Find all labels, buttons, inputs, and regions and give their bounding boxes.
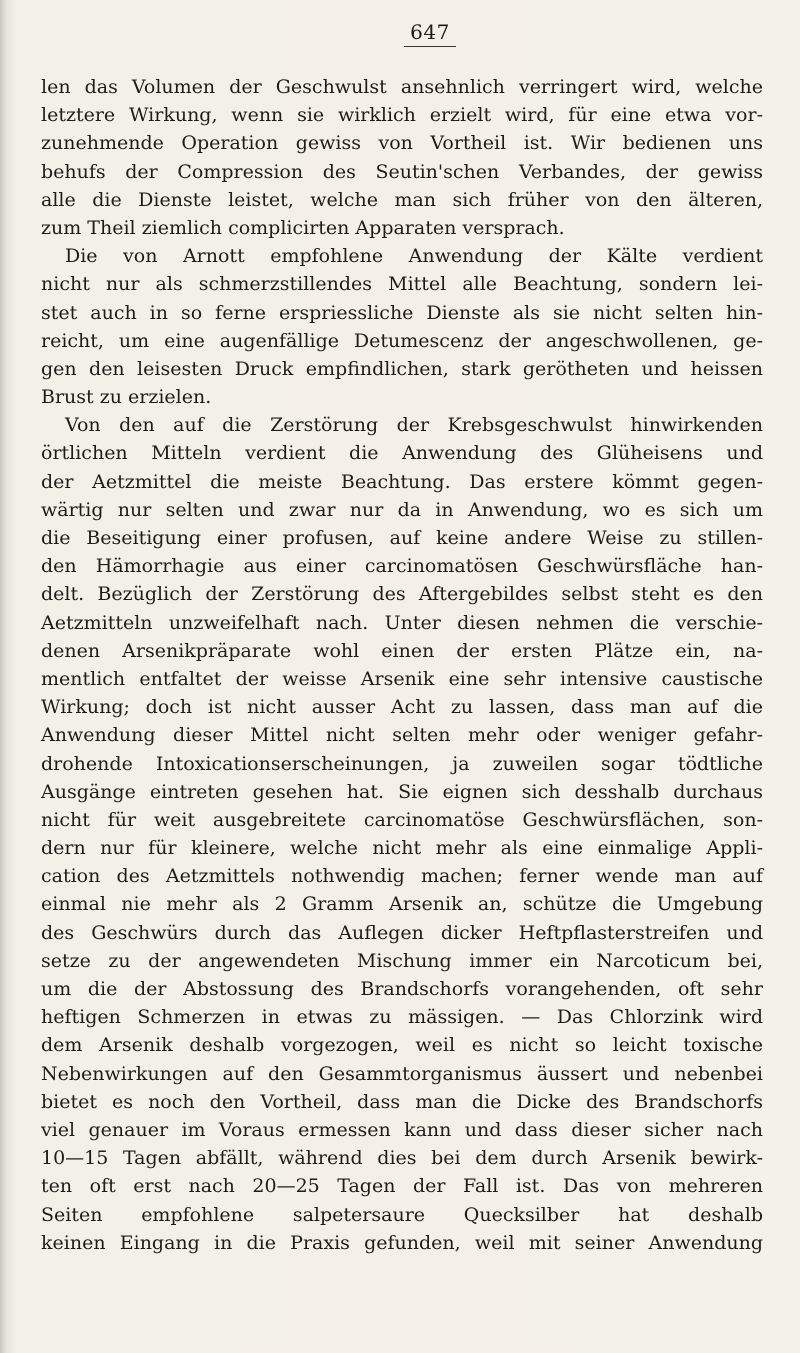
text-line: Wirkung; doch ist nicht ausser Acht zu lassen, dass man auf die xyxy=(41,696,763,719)
text-line: Anwendung dieser Mittel nicht selten mehr oder weniger gefahr- xyxy=(41,724,763,747)
text-line: dern nur für kleinere, welche nicht mehr als eine einmalige Appli- xyxy=(41,837,763,860)
text-line: delt. Bezüglich der Zerstörung des Aftergebildes selbst steht es den xyxy=(41,583,763,606)
text-line: Aetzmitteln unzweifelhaft nach. Unter diesen nehmen die verschie- xyxy=(41,611,763,634)
text-line: keinen Eingang in die Praxis gefunden, weil mit seiner Anwendung xyxy=(41,1231,763,1254)
text-line: des Geschwürs durch das Auflegen dicker Heftpflasterstreifen und xyxy=(41,921,763,944)
text-line: Brust zu erzielen. xyxy=(41,386,212,409)
text-line: wärtig nur selten und zwar nur da in Anwendung, wo es sich um xyxy=(41,498,763,521)
text-line: alle die Dienste leistet, welche man sich früher von den älteren, xyxy=(41,188,763,211)
text-line: len das Volumen der Geschwulst ansehnlich verringert wird, welche xyxy=(41,76,763,98)
text-line: zum Theil ziemlich complicirten Apparaten versprach. xyxy=(41,216,565,239)
text-line: reicht, um eine augenfällige Detumescenz der angeschwollenen, ge- xyxy=(41,329,763,352)
text-line: setze zu der angewendeten Mischung immer ein Narcoticum bei, xyxy=(41,949,763,972)
text-line: den Hämorrhagie aus einer carcinomatösen Geschwürsfläche han- xyxy=(41,555,763,578)
text-line: viel genauer im Voraus ermessen kann und dass dieser sicher nach xyxy=(41,1118,763,1141)
text-line: drohende Intoxicationserscheinungen, ja zuweilen sogar tödtliche xyxy=(41,752,763,775)
text-line: bietet es noch den Vortheil, dass man die Dicke des Brandschorfs xyxy=(41,1090,763,1113)
body-text xyxy=(41,73,763,1257)
text-line: nicht nur als schmerzstillendes Mittel alle Beachtung, sondern lei- xyxy=(41,273,763,296)
text-line: örtlichen Mitteln verdient die Anwendung des Glüheisens und xyxy=(41,442,763,465)
text-line: behufs der Compression des Seutin'schen Verbandes, der gewiss xyxy=(41,160,763,183)
text-line: mentlich entfaltet der weisse Arsenik eine sehr intensive caustische xyxy=(41,667,763,690)
text-line: 10—15 Tagen abfällt, während dies bei dem durch Arsenik bewirk- xyxy=(41,1147,763,1170)
text-line: zunehmende Operation gewiss von Vortheil ist. Wir bedienen uns xyxy=(41,132,763,155)
text-line: stet auch in so ferne erspriessliche Dienste als sie nicht selten hin- xyxy=(41,301,763,324)
text-line: die Beseitigung einer profusen, auf keine andere Weise zu stillen- xyxy=(41,527,763,549)
text-line: Ausgänge eintreten gesehen hat. Sie eignen sich desshalb durchaus xyxy=(41,780,763,803)
text-line: ten oft erst nach 20—25 Tagen der Fall ist. Das von mehreren xyxy=(41,1175,763,1198)
text-line: Seiten empfohlene salpetersaure Quecksilber hat deshalb xyxy=(41,1203,763,1226)
text-line: der Aetzmittel die meiste Beachtung. Das erstere kömmt gegen- xyxy=(41,470,763,493)
text-line: nicht für weit ausgebreitete carcinomatöse Geschwürsflächen, son- xyxy=(41,808,763,831)
text-line: denen Arsenikpräparate wohl einen der ersten Plätze ein, na- xyxy=(41,639,763,662)
text-line: einmal nie mehr als 2 Gramm Arsenik an, schütze die Umgebung xyxy=(41,893,763,916)
text-line: um die der Abstossung des Brandschorfs vorangehenden, oft sehr xyxy=(41,978,763,1000)
text-line: cation des Aetzmittels nothwendig machen; ferner wende man auf xyxy=(41,865,763,888)
text-line: Von den auf die Zerstörung der Krebsgeschwulst hinwirkenden xyxy=(65,414,763,437)
text-line: Die von Arnott empfohlene Anwendung der Kälte verdient xyxy=(65,245,763,268)
text-line: gen den leisesten Druck empfindlichen, stark gerötheten und heissen xyxy=(41,357,763,380)
text-line: Nebenwirkungen auf den Gesammtorganismus äussert und nebenbei xyxy=(41,1062,763,1085)
text-line: dem Arsenik deshalb vorgezogen, weil es nicht so leicht toxische xyxy=(41,1034,763,1057)
page-number: 647 xyxy=(0,20,800,47)
text-line: heftigen Schmerzen in etwas zu mässigen. — Das Chlorzink wird xyxy=(41,1006,763,1029)
text-line: letztere Wirkung, wenn sie wirklich erzielt wird, für eine etwa vor- xyxy=(41,104,763,127)
